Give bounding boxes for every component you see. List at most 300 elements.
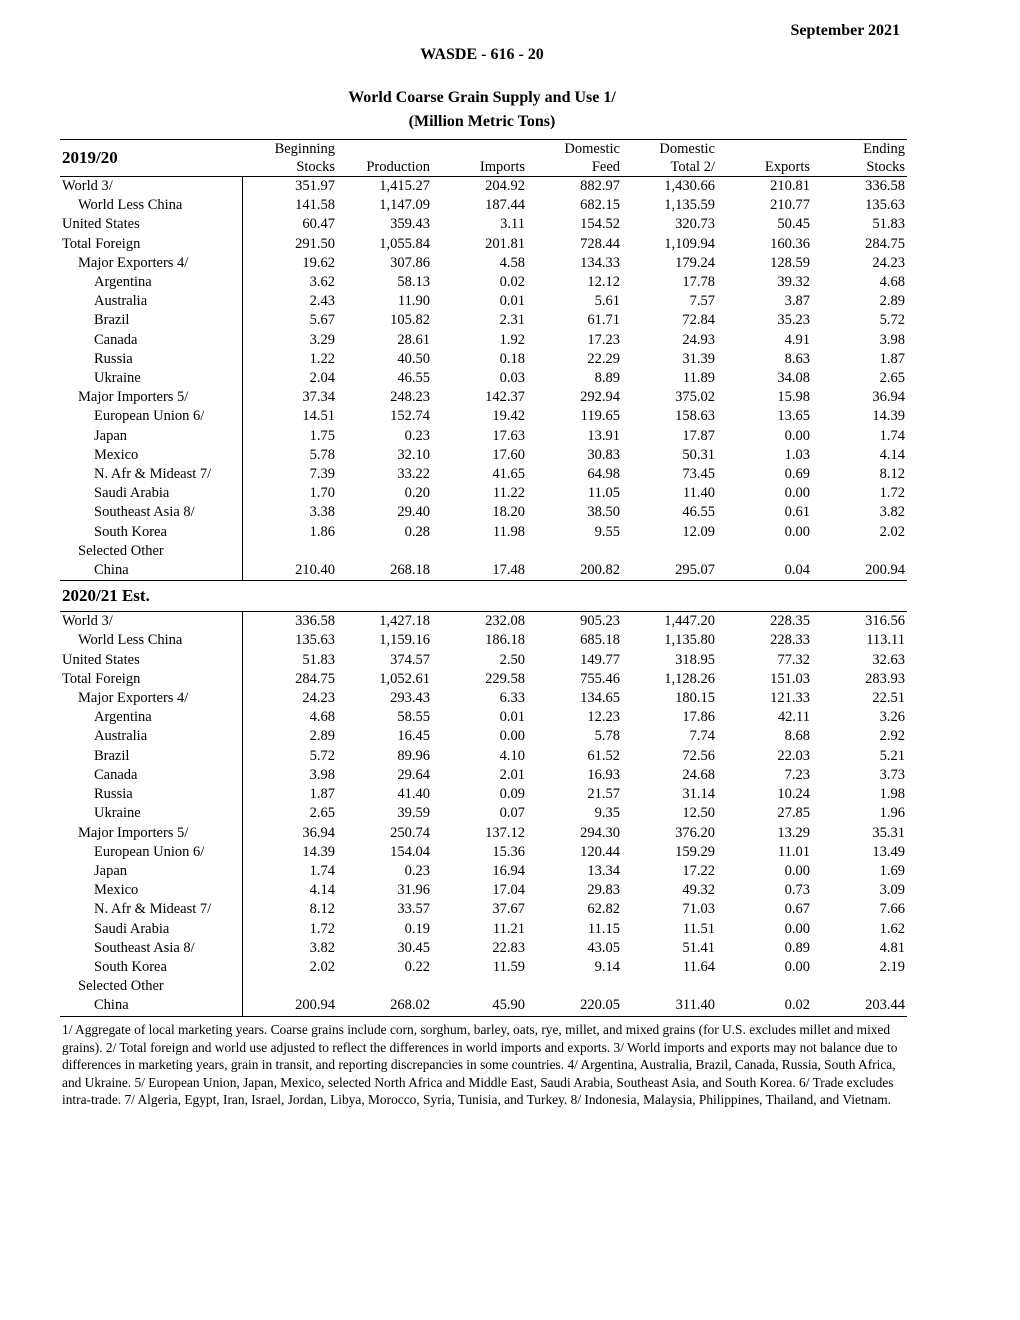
value-cell: 0.00 — [784, 485, 810, 502]
value-cell: 61.52 — [587, 747, 620, 764]
value-cell: 64.98 — [587, 466, 620, 483]
value-cell: 1,052.61 — [379, 670, 430, 687]
value-cell: 11.01 — [777, 843, 810, 860]
value-cell: 1.86 — [309, 523, 335, 540]
value-cell: 728.44 — [580, 235, 620, 252]
value-cell: 4.58 — [499, 254, 525, 271]
value-cell: 8.89 — [594, 370, 620, 387]
value-cell: 685.18 — [580, 632, 620, 649]
value-cell: 1.72 — [309, 920, 335, 937]
value-cell: 15.36 — [492, 843, 525, 860]
value-cell: 294.30 — [580, 824, 620, 841]
supply-use-table-container — [60, 139, 905, 1017]
table-row — [60, 235, 907, 254]
value-cell: 17.48 — [432, 561, 527, 581]
report-number: WASDE - 616 - 20 — [420, 46, 544, 63]
row-label: Ukraine — [60, 369, 242, 388]
row-label: World 3/ — [60, 177, 242, 197]
row-label: Japan — [60, 427, 242, 446]
value-cell: 229.58 — [485, 670, 525, 687]
value-cell: 11.51 — [682, 920, 715, 937]
value-cell — [622, 542, 717, 561]
value-cell: 2.31 — [499, 312, 525, 329]
value-cell: 61.71 — [587, 312, 620, 329]
value-cell: 37.67 — [492, 901, 525, 918]
value-cell: 2.01 — [499, 766, 525, 783]
table-row — [60, 311, 907, 330]
value-cell: 179.24 — [675, 254, 715, 271]
table-row — [60, 292, 907, 311]
value-cell: 34.08 — [777, 370, 810, 387]
value-cell: 17.86 — [682, 709, 715, 726]
value-cell: 1,447.20 — [664, 613, 715, 630]
value-cell: 152.74 — [390, 408, 430, 425]
value-cell: 2.50 — [499, 651, 525, 668]
row-label: Selected Other — [60, 977, 242, 996]
value-cell: 39.59 — [397, 805, 430, 822]
value-cell: 268.02 — [337, 996, 432, 1016]
row-label: Southeast Asia 8/ — [60, 503, 242, 522]
value-cell: 200.94 — [812, 561, 907, 581]
value-cell: 0.07 — [499, 805, 525, 822]
value-cell: 13.91 — [587, 427, 620, 444]
value-cell: 4.81 — [879, 939, 905, 956]
table-row — [60, 254, 907, 273]
value-cell — [717, 977, 812, 996]
table-row — [60, 523, 907, 542]
value-cell: 2.65 — [879, 370, 905, 387]
value-cell: 24.68 — [682, 766, 715, 783]
value-cell — [337, 542, 432, 561]
value-cell: 24.23 — [872, 254, 905, 271]
value-cell: 1.74 — [309, 862, 335, 879]
value-cell: 200.94 — [242, 996, 337, 1016]
value-cell: 293.43 — [390, 690, 430, 707]
value-cell: 0.02 — [717, 996, 812, 1016]
table-row — [60, 958, 907, 977]
value-cell: 30.45 — [397, 939, 430, 956]
value-cell: 187.44 — [485, 197, 525, 214]
value-cell: 316.56 — [865, 613, 905, 630]
value-cell: 1,135.80 — [664, 632, 715, 649]
value-cell — [527, 977, 622, 996]
value-cell: 31.96 — [397, 882, 430, 899]
value-cell: 7.57 — [689, 293, 715, 310]
table-row — [60, 651, 907, 670]
value-cell: 248.23 — [390, 389, 430, 406]
value-cell: 0.01 — [499, 293, 525, 310]
value-cell: 1,109.94 — [664, 235, 715, 252]
value-cell: 320.73 — [675, 216, 715, 233]
value-cell: 284.75 — [865, 235, 905, 252]
value-cell: 1,147.09 — [379, 197, 430, 214]
value-cell: 13.65 — [777, 408, 810, 425]
value-cell: 43.05 — [587, 939, 620, 956]
value-cell: 38.50 — [587, 504, 620, 521]
row-label: Total Foreign — [60, 670, 242, 689]
value-cell: 89.96 — [397, 747, 430, 764]
value-cell: 21.57 — [587, 786, 620, 803]
value-cell: 158.63 — [675, 408, 715, 425]
value-cell: 134.33 — [580, 254, 620, 271]
value-cell: 15.98 — [777, 389, 810, 406]
value-cell: 4.68 — [309, 709, 335, 726]
table-row — [60, 388, 907, 407]
value-cell: 0.69 — [784, 466, 810, 483]
col-domfeed-top: Domestic — [564, 141, 620, 157]
row-label: Saudi Arabia — [60, 484, 242, 503]
value-cell: 32.63 — [872, 651, 905, 668]
row-label: Australia — [60, 727, 242, 746]
value-cell: 11.64 — [682, 958, 715, 975]
value-cell: 307.86 — [390, 254, 430, 271]
value-cell: 336.58 — [865, 178, 905, 194]
value-cell: 0.00 — [784, 862, 810, 879]
value-cell: 9.14 — [594, 958, 620, 975]
col-ending-bot: Stocks — [812, 158, 907, 177]
value-cell — [432, 977, 527, 996]
row-label: Major Exporters 4/ — [60, 254, 242, 273]
value-cell: 5.21 — [879, 747, 905, 764]
value-cell: 375.02 — [675, 389, 715, 406]
table-body — [60, 177, 907, 1017]
row-label: Russia — [60, 785, 242, 804]
value-cell: 8.68 — [784, 728, 810, 745]
value-cell: 2.19 — [879, 958, 905, 975]
row-label: Japan — [60, 862, 242, 881]
value-cell: 72.56 — [682, 747, 715, 764]
col-exports: Exports — [717, 158, 812, 177]
value-cell: 62.82 — [587, 901, 620, 918]
table-row — [60, 747, 907, 766]
value-cell: 7.23 — [784, 766, 810, 783]
value-cell: 17.87 — [682, 427, 715, 444]
value-cell: 0.67 — [784, 901, 810, 918]
table-row — [60, 766, 907, 785]
value-cell: 6.33 — [499, 690, 525, 707]
value-cell: 17.63 — [492, 427, 525, 444]
table-row — [60, 996, 907, 1016]
table-row — [60, 612, 907, 632]
value-cell: 3.26 — [879, 709, 905, 726]
table-row — [60, 785, 907, 804]
value-cell: 1,159.16 — [379, 632, 430, 649]
value-cell: 29.64 — [397, 766, 430, 783]
row-label: Major Importers 5/ — [60, 824, 242, 843]
value-cell: 154.04 — [390, 843, 430, 860]
value-cell: 71.03 — [682, 901, 715, 918]
row-label: World Less China — [60, 196, 242, 215]
value-cell: 10.24 — [777, 786, 810, 803]
value-cell: 36.94 — [872, 389, 905, 406]
value-cell: 186.18 — [485, 632, 525, 649]
value-cell: 45.90 — [432, 996, 527, 1016]
value-cell: 13.34 — [587, 862, 620, 879]
value-cell: 1.96 — [879, 805, 905, 822]
row-label: China — [60, 561, 242, 581]
row-label: Russia — [60, 350, 242, 369]
value-cell: 141.58 — [295, 197, 335, 214]
value-cell: 58.55 — [397, 709, 430, 726]
value-cell: 28.61 — [397, 331, 430, 348]
value-cell: 1.87 — [879, 350, 905, 367]
row-label: World Less China — [60, 631, 242, 650]
row-label: Australia — [60, 292, 242, 311]
value-cell: 17.04 — [492, 882, 525, 899]
value-cell: 12.50 — [682, 805, 715, 822]
value-cell: 22.51 — [872, 690, 905, 707]
value-cell: 22.03 — [777, 747, 810, 764]
table-row — [60, 484, 907, 503]
row-label: Mexico — [60, 446, 242, 465]
value-cell: 11.40 — [682, 485, 715, 502]
col-domtotal-top: Domestic — [659, 141, 715, 157]
table-row — [60, 215, 907, 234]
value-cell: 16.93 — [587, 766, 620, 783]
value-cell: 1,427.18 — [379, 613, 430, 630]
value-cell: 204.92 — [485, 178, 525, 194]
value-cell: 0.20 — [404, 485, 430, 502]
value-cell: 295.07 — [622, 561, 717, 581]
table-row — [60, 407, 907, 426]
value-cell: 220.05 — [527, 996, 622, 1016]
value-cell: 0.23 — [404, 427, 430, 444]
value-cell: 33.57 — [397, 901, 430, 918]
value-cell: 11.15 — [587, 920, 620, 937]
value-cell: 50.31 — [682, 446, 715, 463]
value-cell: 27.85 — [777, 805, 810, 822]
value-cell: 4.14 — [309, 882, 335, 899]
value-cell: 2.02 — [879, 523, 905, 540]
value-cell — [242, 977, 337, 996]
value-cell: 32.10 — [397, 446, 430, 463]
section-label-2019: 2019/20 — [60, 140, 242, 177]
value-cell: 0.00 — [784, 523, 810, 540]
value-cell: 30.83 — [587, 446, 620, 463]
value-cell: 351.97 — [295, 178, 335, 194]
value-cell: 1,128.26 — [664, 670, 715, 687]
row-label: Ukraine — [60, 804, 242, 823]
row-label: Southeast Asia 8/ — [60, 939, 242, 958]
row-label: Major Importers 5/ — [60, 388, 242, 407]
table-row — [60, 824, 907, 843]
value-cell: 0.73 — [784, 882, 810, 899]
supply-use-table — [60, 139, 907, 1017]
report-date: September 2021 — [790, 22, 900, 39]
row-label: Brazil — [60, 747, 242, 766]
value-cell: 0.28 — [404, 523, 430, 540]
value-cell: 228.35 — [770, 613, 810, 630]
value-cell: 11.98 — [492, 523, 525, 540]
value-cell: 51.83 — [872, 216, 905, 233]
value-cell: 5.72 — [879, 312, 905, 329]
value-cell: 3.11 — [500, 216, 525, 233]
value-cell: 0.00 — [784, 427, 810, 444]
value-cell: 5.67 — [309, 312, 335, 329]
value-cell: 19.62 — [302, 254, 335, 271]
table-title: World Coarse Grain Supply and Use 1/ — [348, 89, 616, 106]
value-cell: 0.00 — [499, 728, 525, 745]
value-cell: 0.00 — [784, 920, 810, 937]
value-cell: 17.23 — [587, 331, 620, 348]
row-label: N. Afr & Mideast 7/ — [60, 465, 242, 484]
value-cell: 2.04 — [309, 370, 335, 387]
value-cell: 200.82 — [527, 561, 622, 581]
row-label: N. Afr & Mideast 7/ — [60, 900, 242, 919]
row-label: Argentina — [60, 708, 242, 727]
table-row — [60, 273, 907, 292]
value-cell: 1.22 — [309, 350, 335, 367]
value-cell: 5.72 — [309, 747, 335, 764]
value-cell: 4.91 — [784, 331, 810, 348]
value-cell: 3.38 — [309, 504, 335, 521]
value-cell: 77.32 — [777, 651, 810, 668]
value-cell: 41.40 — [397, 786, 430, 803]
value-cell: 36.94 — [302, 824, 335, 841]
value-cell: 318.95 — [675, 651, 715, 668]
col-production: Production — [337, 158, 432, 177]
value-cell: 4.14 — [879, 446, 905, 463]
header-row-top — [60, 140, 907, 159]
value-cell: 149.77 — [580, 651, 620, 668]
value-cell — [717, 542, 812, 561]
row-label: United States — [60, 651, 242, 670]
value-cell: 33.22 — [397, 466, 430, 483]
value-cell: 2.92 — [879, 728, 905, 745]
value-cell: 51.83 — [302, 651, 335, 668]
value-cell: 232.08 — [485, 613, 525, 630]
table-row — [60, 465, 907, 484]
value-cell: 137.12 — [485, 824, 525, 841]
value-cell: 42.11 — [777, 709, 810, 726]
row-label: Argentina — [60, 273, 242, 292]
row-label: United States — [60, 215, 242, 234]
value-cell: 283.93 — [865, 670, 905, 687]
value-cell: 24.23 — [302, 690, 335, 707]
row-label: European Union 6/ — [60, 407, 242, 426]
value-cell — [812, 542, 907, 561]
value-cell: 3.09 — [879, 882, 905, 899]
value-cell: 49.32 — [682, 882, 715, 899]
value-cell: 18.20 — [492, 504, 525, 521]
value-cell: 374.57 — [390, 651, 430, 668]
col-beginning-top: Beginning — [274, 141, 335, 157]
table-row — [60, 843, 907, 862]
row-label: Saudi Arabia — [60, 920, 242, 939]
value-cell — [337, 977, 432, 996]
value-cell: 210.81 — [770, 178, 810, 194]
table-row — [60, 670, 907, 689]
value-cell: 31.14 — [682, 786, 715, 803]
value-cell: 0.18 — [499, 350, 525, 367]
value-cell: 2.89 — [879, 293, 905, 310]
table-row — [60, 881, 907, 900]
table-row — [60, 446, 907, 465]
value-cell: 3.82 — [309, 939, 335, 956]
value-cell: 121.33 — [770, 690, 810, 707]
value-cell: 1.70 — [309, 485, 335, 502]
col-domtotal-bot: Total 2/ — [622, 158, 717, 177]
value-cell: 5.61 — [594, 293, 620, 310]
value-cell: 134.65 — [580, 690, 620, 707]
value-cell: 12.23 — [587, 709, 620, 726]
value-cell: 0.02 — [499, 274, 525, 291]
value-cell: 40.50 — [397, 350, 430, 367]
value-cell: 58.13 — [397, 274, 430, 291]
table-row — [60, 350, 907, 369]
value-cell: 19.42 — [492, 408, 525, 425]
value-cell — [812, 977, 907, 996]
value-cell: 154.52 — [580, 216, 620, 233]
value-cell: 210.77 — [770, 197, 810, 214]
value-cell: 228.33 — [770, 632, 810, 649]
table-row — [60, 689, 907, 708]
value-cell: 292.94 — [580, 389, 620, 406]
table-row — [60, 177, 907, 197]
value-cell: 14.39 — [302, 843, 335, 860]
row-label: Canada — [60, 766, 242, 785]
value-cell: 3.62 — [309, 274, 335, 291]
table-row — [60, 900, 907, 919]
table-row — [60, 804, 907, 823]
value-cell: 11.89 — [682, 370, 715, 387]
col-beginning-bot: Stocks — [242, 158, 337, 177]
value-cell: 29.40 — [397, 504, 430, 521]
value-cell: 151.03 — [770, 670, 810, 687]
value-cell — [242, 542, 337, 561]
value-cell: 376.20 — [675, 824, 715, 841]
value-cell: 159.29 — [675, 843, 715, 860]
value-cell: 17.78 — [682, 274, 715, 291]
value-cell: 35.31 — [872, 824, 905, 841]
value-cell: 11.59 — [492, 958, 525, 975]
col-domfeed-bot: Feed — [527, 158, 622, 177]
value-cell: 0.89 — [784, 939, 810, 956]
value-cell: 29.83 — [587, 882, 620, 899]
value-cell: 46.55 — [682, 504, 715, 521]
row-label: China — [60, 996, 242, 1016]
value-cell: 135.63 — [295, 632, 335, 649]
value-cell: 210.40 — [242, 561, 337, 581]
table-row — [60, 939, 907, 958]
value-cell: 1,415.27 — [379, 178, 430, 194]
value-cell: 9.35 — [594, 805, 620, 822]
value-cell: 1.98 — [879, 786, 905, 803]
value-cell: 284.75 — [295, 670, 335, 687]
value-cell: 13.29 — [777, 824, 810, 841]
row-label: European Union 6/ — [60, 843, 242, 862]
value-cell: 2.02 — [309, 958, 335, 975]
value-cell: 4.10 — [499, 747, 525, 764]
table-row — [60, 331, 907, 350]
value-cell: 905.23 — [580, 613, 620, 630]
value-cell: 268.18 — [337, 561, 432, 581]
value-cell: 39.32 — [777, 274, 810, 291]
value-cell: 1.03 — [784, 446, 810, 463]
table-row — [60, 920, 907, 939]
value-cell: 1.69 — [879, 862, 905, 879]
table-row — [60, 561, 907, 581]
value-cell: 120.44 — [580, 843, 620, 860]
table-row — [60, 727, 907, 746]
row-label: Major Exporters 4/ — [60, 689, 242, 708]
value-cell: 16.45 — [397, 728, 430, 745]
value-cell: 135.63 — [865, 197, 905, 214]
value-cell: 1.75 — [309, 427, 335, 444]
value-cell: 50.45 — [777, 216, 810, 233]
value-cell: 1.62 — [879, 920, 905, 937]
table-row — [60, 977, 907, 996]
